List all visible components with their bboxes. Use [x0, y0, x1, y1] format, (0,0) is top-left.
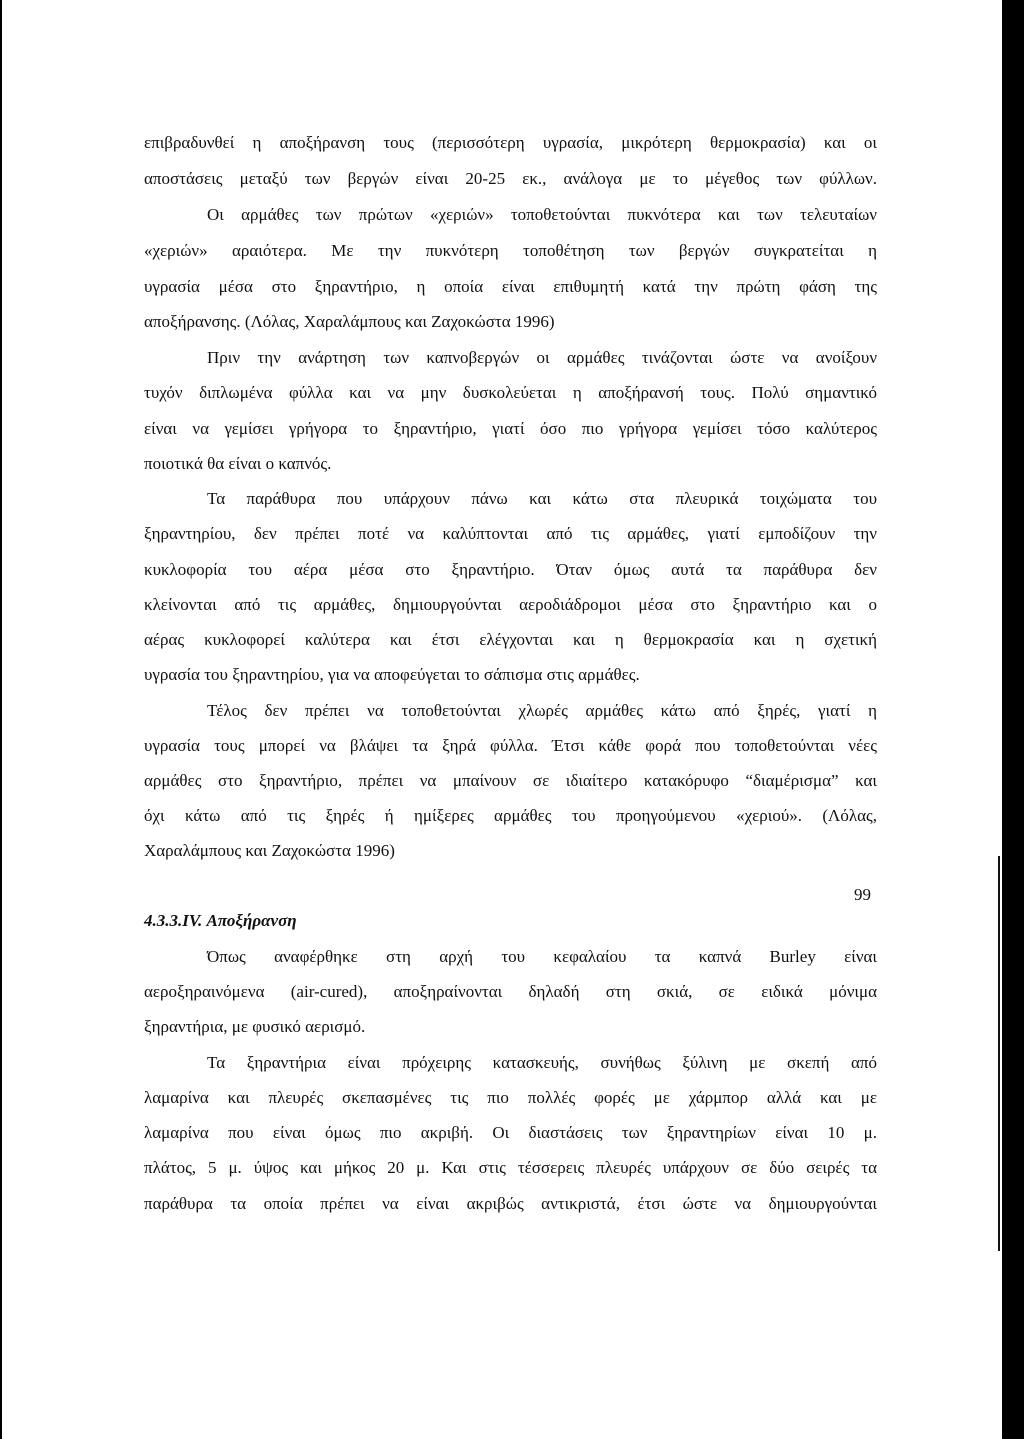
text-line: πλάτος, 5 μ. ύψος και μήκος 20 μ. Και στις τέσσερεις πλευρές υπάρχουν σε δύο σειρές τα	[144, 1158, 877, 1177]
text-line: ξηραντήρια, με φυσικό αερισμό.	[144, 1017, 366, 1036]
text-line: Όπως αναφέρθηκε στη αρχή του κεφαλαίου τα καπνά Burley είναι	[207, 947, 877, 966]
text-line: ποιοτικά θα είναι ο καπνός.	[144, 454, 332, 473]
text-line: αέρας κυκλοφορεί καλύτερα και έτσι ελέγχονται και η θερμοκρασία και η σχετική	[144, 630, 877, 649]
text-line: αεροξηραινόμενα (air-cured), αποξηραίνονται δηλαδή στη σκιά, σε ειδικά μόνιμα	[144, 982, 877, 1001]
text-line: Τα παράθυρα που υπάρχουν πάνω και κάτω στα πλευρικά τοιχώματα του	[207, 489, 877, 508]
text-line: είναι να γεμίσει γρήγορα το ξηραντήριο, γιατί όσο πιο γρήγορα γεμίσει τόσο καλύτερος	[144, 419, 877, 438]
text-line: λαμαρίνα και πλευρές σκεπασμένες τις πιο πολλές φορές με χάρμπορ αλλά και με	[144, 1088, 877, 1107]
text-line: Τα ξηραντήρια είναι πρόχειρης κατασκευής, συνήθως ξύλινη με σκεπή από	[207, 1053, 877, 1072]
margin-rule	[998, 856, 1000, 1251]
text-line: υγρασία τους μπορεί να βλάψει τα ξηρά φύλλα. Έτσι κάθε φορά που τοποθετούνται νέες	[144, 736, 877, 755]
text-line: αποστάσεις μεταξύ των βεργών είναι 20-25 εκ., ανάλογα με το μέγεθος των φύλλων.	[144, 169, 877, 188]
text-line: ξηραντηρίου, δεν πρέπει ποτέ να καλύπτονται από τις αρμάθες, γιατί εμποδίζουν την	[144, 524, 877, 543]
text-line: «χεριών» αραιότερα. Με την πυκνότερη τοποθέτηση των βεργών συγκρατείται η	[144, 241, 877, 260]
section-heading: 4.3.3.IV. Αποξήρανση	[144, 911, 297, 930]
text-line: κυκλοφορία του αέρα μέσα στο ξηραντήριο. Όταν όμως αυτά τα παράθυρα δεν	[144, 560, 877, 579]
page-number: 99	[854, 885, 871, 904]
text-line: αποξήρανσης. (Λόλας, Χαραλάμπους και Ζαχοκώστα 1996)	[144, 312, 555, 331]
text-line: Πριν την ανάρτηση των καπνοβεργών οι αρμάθες τινάζονται ώστε να ανοίξουν	[207, 348, 877, 367]
text-line: τυχόν διπλωμένα φύλλα και να μην δυσκολεύεται η αποξήρανσή τους. Πολύ σημαντικό	[144, 383, 877, 402]
text-line: όχι κάτω από τις ξηρές ή ημίξερες αρμάθες του προηγούμενου «χεριού». (Λόλας,	[144, 806, 877, 825]
text-line: επιβραδυνθεί η αποξήρανση τους (περισσότερη υγρασία, μικρότερη θερμοκρασία) και οι	[144, 133, 877, 152]
text-line: Οι αρμάθες των πρώτων «χεριών» τοποθετούνται πυκνότερα και των τελευταίων	[207, 205, 877, 224]
document-page	[2, 0, 1002, 1439]
text-line: λαμαρίνα που είναι όμως πιο ακριβή. Οι διαστάσεις των ξηραντηρίων είναι 10 μ.	[144, 1123, 877, 1142]
text-line: αρμάθες στο ξηραντήριο, πρέπει να μπαίνουν σε ιδιαίτερο κατακόρυφο “διαμέρισμα” και	[144, 771, 877, 790]
text-line: παράθυρα τα οποία πρέπει να είναι ακριβώς αντικριστά, έτσι ώστε να δημιουργούνται	[144, 1194, 877, 1213]
text-line: υγρασία μέσα στο ξηραντήριο, η οποία είναι επιθυμητή κατά την πρώτη φάση της	[144, 277, 877, 296]
text-line: Τέλος δεν πρέπει να τοποθετούνται χλωρές αρμάθες κάτω από ξηρές, γιατί η	[207, 701, 877, 720]
text-line: κλείνονται από τις αρμάθες, δημιουργούνται αεροδιάδρομοι μέσα στο ξηραντήριο και ο	[144, 595, 877, 614]
text-line: υγρασία του ξηραντηρίου, για να αποφεύγεται το σάπισμα στις αρμάθες.	[144, 665, 640, 684]
text-line: Χαραλάμπους και Ζαχοκώστα 1996)	[144, 841, 395, 860]
